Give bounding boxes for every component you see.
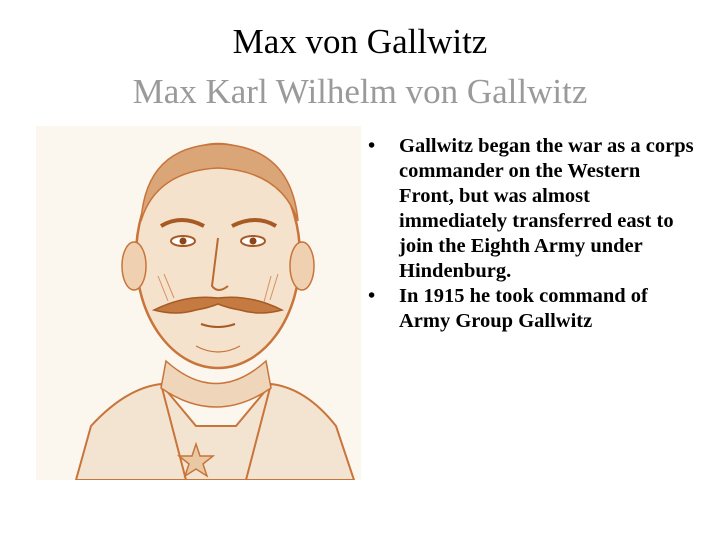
bullet-dot: • — [368, 285, 376, 307]
bullet-item — [368, 284, 698, 334]
right-pupil — [250, 238, 257, 245]
portrait-sketch — [36, 126, 361, 480]
bullet-dot: • — [368, 135, 376, 157]
bullet-list — [368, 134, 698, 334]
portrait-drawing — [36, 126, 361, 480]
bullet-item — [368, 134, 698, 284]
bullet-text: In 1915 he took command of Army Group Gallwitz — [399, 285, 648, 332]
slide-subtitle: Max Karl Wilhelm von Gallwitz — [132, 72, 588, 111]
slide-title: Max von Gallwitz — [232, 22, 488, 61]
left-ear — [122, 242, 146, 290]
left-pupil — [180, 238, 187, 245]
bullet-text: Gallwitz began the war as a corps commander on the Western Front, but was almost immediately transferred east to join the Eighth Army under Hindenburg. — [399, 135, 694, 282]
right-ear — [290, 242, 314, 290]
